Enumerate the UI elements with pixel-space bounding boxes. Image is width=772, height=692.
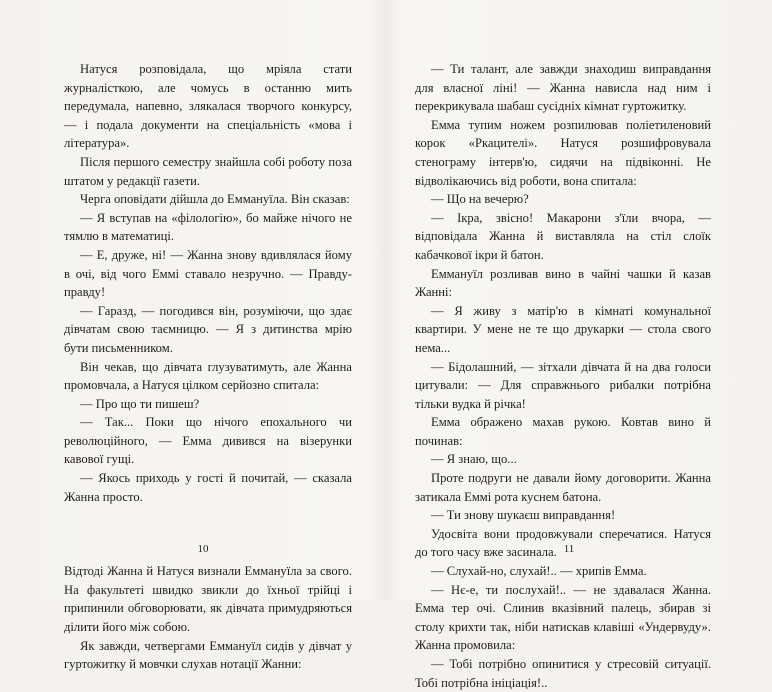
paragraph: — Е, друже, ні! — Жанна знову вдивлялася йому в очі, від чого Еммі ставало незручно. — Правду-правду!: [64, 247, 352, 300]
paragraph: — Так... Поки що нічого епохального чи революційного, — Емма дивився на візерунки кавової гущі.: [64, 415, 352, 467]
paragraph: Він чекав, що дівчата глузуватимуть, але Жанна промовчала, а Натуся цілком серйозно спитала:: [64, 359, 352, 393]
paragraph: Еммануїл розливав вино в чайні чашки й казав Жанні:: [415, 266, 711, 300]
left-page: [0, 0, 386, 672]
paragraph: — Ти талант, але завжди знаходиш виправдання для власної ліні! — Жанна нависла над ним і перекрикувала шабаш сусідніх кімнат гуртожитку.: [415, 62, 711, 114]
paragraph: — Бідолашний, — зітхали дівчата й на два голоси цитували: — Для справжнього рибалки потрібна тільки вудка й річка!: [415, 359, 711, 411]
paragraph: — Гаразд, — погодився він, розуміючи, що здає дівчатам свою таємницю. — Я з дитинства мрію бути письменником.: [64, 303, 352, 355]
left-page-text: [64, 60, 352, 674]
right-page-text: [415, 60, 711, 692]
paragraph: — Ти знову шукаєш виправдання!: [431, 508, 616, 523]
paragraph: — Що на вечерю?: [431, 192, 529, 207]
paragraph: Як завжди, четвергами Еммануїл сидів у дівчат у гуртожитку й мовчки слухав нотації Жанни:: [64, 638, 352, 672]
paragraph: Черга оповідати дійшла до Еммануїла. Він сказав:: [80, 192, 350, 207]
paragraph: Емма тупим ножем розпилював поліетиленовий корок «Ркацителі». Натуся розшифровувала стенограму інтерв'ю, сидячи на підвіконні. Не відволікаючись від роботи, вона спитала:: [415, 117, 711, 188]
page-number: 11: [563, 543, 575, 555]
paragraph: — Я живу з матір'ю в кімнаті комунальної квартири. У мене не те що друкарки — стола свого нема...: [415, 303, 711, 355]
right-page: [386, 0, 772, 690]
paragraph: — Ікра, звісно! Макарони з'їли вчора, — відповідала Жанна й виставляла на стіл слоїк кабачкової ікри й батон.: [415, 210, 711, 262]
paragraph: — Слухай-но, слухай!.. — хрипів Емма.: [431, 564, 647, 579]
paragraph: — Тобі потрібно опинитися у стресовій ситуації. Тобі потрібна ініціація!..: [415, 657, 711, 690]
paragraph: — Нє-е, ти послухай!.. — не здавалася Жанна. Емма тер очі. Слинив вказівний палець, збирав зі столу крихти так, ніби натискав клавіші «Ундервуду». Жанна промовила:: [415, 582, 711, 653]
paragraph: Удосвіта вони продовжували сперечатися. Натуся до того часу вже засинала.: [415, 526, 711, 560]
paragraph: Після першого семестру знайшла собі роботу поза штатом у редакції газети.: [64, 154, 352, 188]
paragraph: — Я вступав на «філологію», бо майже нічого не тямлю в математиці.: [64, 210, 352, 244]
paragraph: Емма ображено махав рукою. Ковтав вино й починав:: [415, 415, 711, 448]
paragraph: — Я знаю, що...: [431, 452, 517, 467]
paragraph: — Про що ти пишеш?: [80, 396, 200, 411]
paragraph: — Якось приходь у гості й почитай, — сказала Жанна просто.: [64, 471, 352, 504]
page-number: 10: [197, 543, 209, 555]
paragraph: Натуся розповідала, що мріяла стати журналісткою, але чомусь в останню мить передумала, напевно, злякалася творчого конкурсу, — і подала документи на спеціальність «мова і література».: [64, 62, 352, 151]
paragraph: Відтоді Жанна й Натуся визнали Еммануїла за свого. На факультеті швидко звикли до їхньої трійці і припинили обговорювати, як дівчата примудряються ділити його між собою.: [64, 564, 352, 635]
paragraph: Проте подруги не давали йому договорити. Жанна затикала Еммі рота куснем батона.: [415, 471, 711, 504]
